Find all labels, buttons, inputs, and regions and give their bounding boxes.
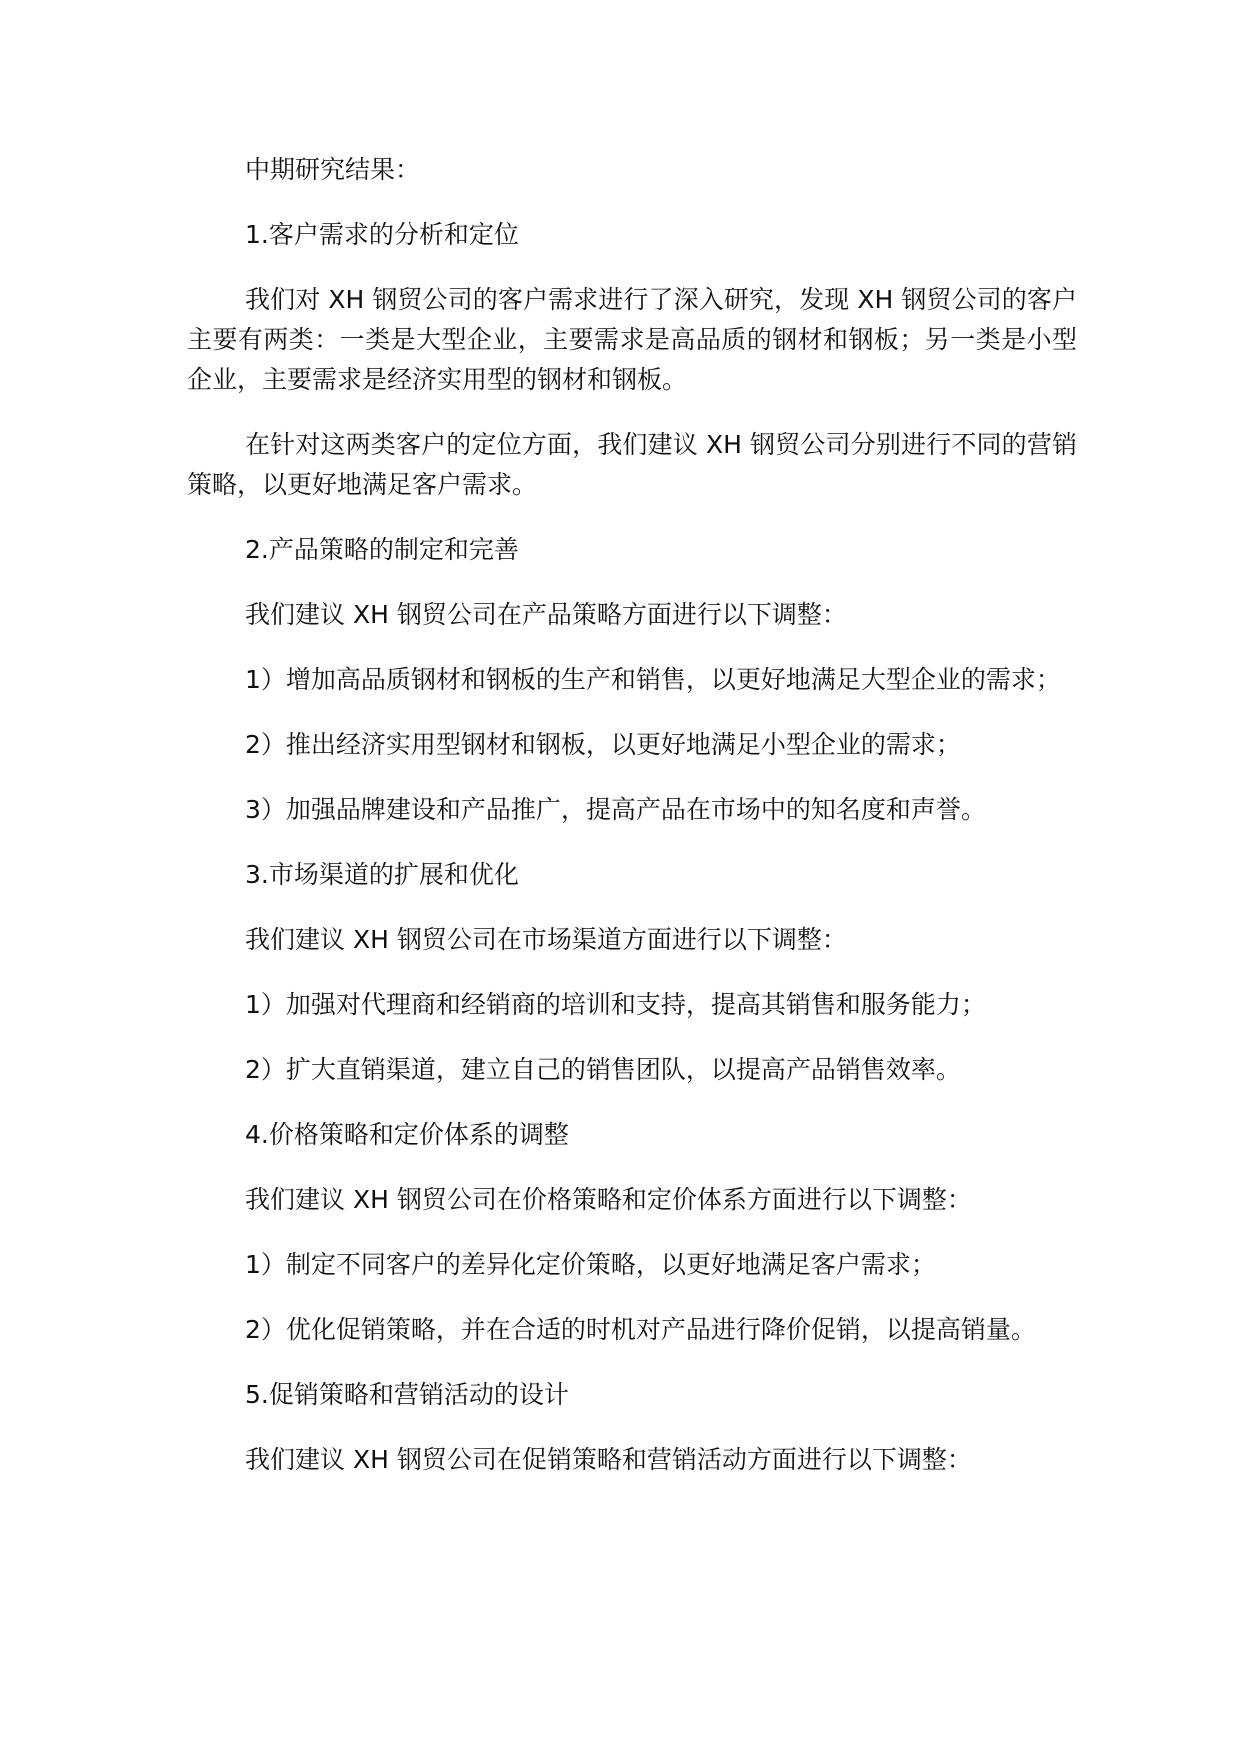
list-item-2-1: 1）增加高品质钢材和钢板的生产和销售，以更好地满足大型企业的需求； (245, 665, 1061, 694)
section-heading-midterm-results: 中期研究结果： (245, 155, 421, 184)
section-heading-5: 5.促销策略和营销活动的设计 (245, 1380, 569, 1409)
paragraph-2-intro: 我们建议 XH 钢贸公司在产品策略方面进行以下调整： (245, 600, 847, 629)
section-heading-1: 1.客户需求的分析和定位 (245, 220, 519, 249)
list-item-3-2: 2）扩大直销渠道，建立自己的销售团队，以提高产品销售效率。 (245, 1055, 961, 1084)
section-heading-4: 4.价格策略和定价体系的调整 (245, 1120, 569, 1149)
list-item-4-1: 1）制定不同客户的差异化定价策略，以更好地满足客户需求； (245, 1250, 936, 1279)
list-item-3-1: 1）加强对代理商和经销商的培训和支持，提高其销售和服务能力； (245, 990, 986, 1019)
paragraph-4-intro: 我们建议 XH 钢贸公司在价格策略和定价体系方面进行以下调整： (245, 1185, 972, 1214)
section-heading-3: 3.市场渠道的扩展和优化 (245, 860, 519, 889)
list-item-4-2: 2）优化促销策略，并在合适的时机对产品进行降价促销，以提高销量。 (245, 1315, 1036, 1344)
paragraph-1b: 在针对这两类客户的定位方面，我们建议 XH 钢贸公司分别进行不同的营销策略，以更好地满足客户需求。 (187, 430, 1077, 499)
list-item-2-2: 2）推出经济实用型钢材和钢板，以更好地满足小型企业的需求； (245, 730, 961, 759)
paragraph-3-intro: 我们建议 XH 钢贸公司在市场渠道方面进行以下调整： (245, 925, 847, 954)
section-heading-2: 2.产品策略的制定和完善 (245, 535, 519, 564)
document-body (187, 150, 1077, 1505)
paragraph-5-intro: 我们建议 XH 钢贸公司在促销策略和营销活动方面进行以下调整： (245, 1445, 972, 1474)
paragraph-1a: 我们对 XH 钢贸公司的客户需求进行了深入研究，发现 XH 钢贸公司的客户主要有两类：一类是大型企业，主要需求是高品质的钢材和钢板；另一类是小型企业，主要需求是经济实用型的钢材和钢板。 (187, 285, 1077, 394)
list-item-2-3: 3）加强品牌建设和产品推广，提高产品在市场中的知名度和声誉。 (245, 795, 986, 824)
